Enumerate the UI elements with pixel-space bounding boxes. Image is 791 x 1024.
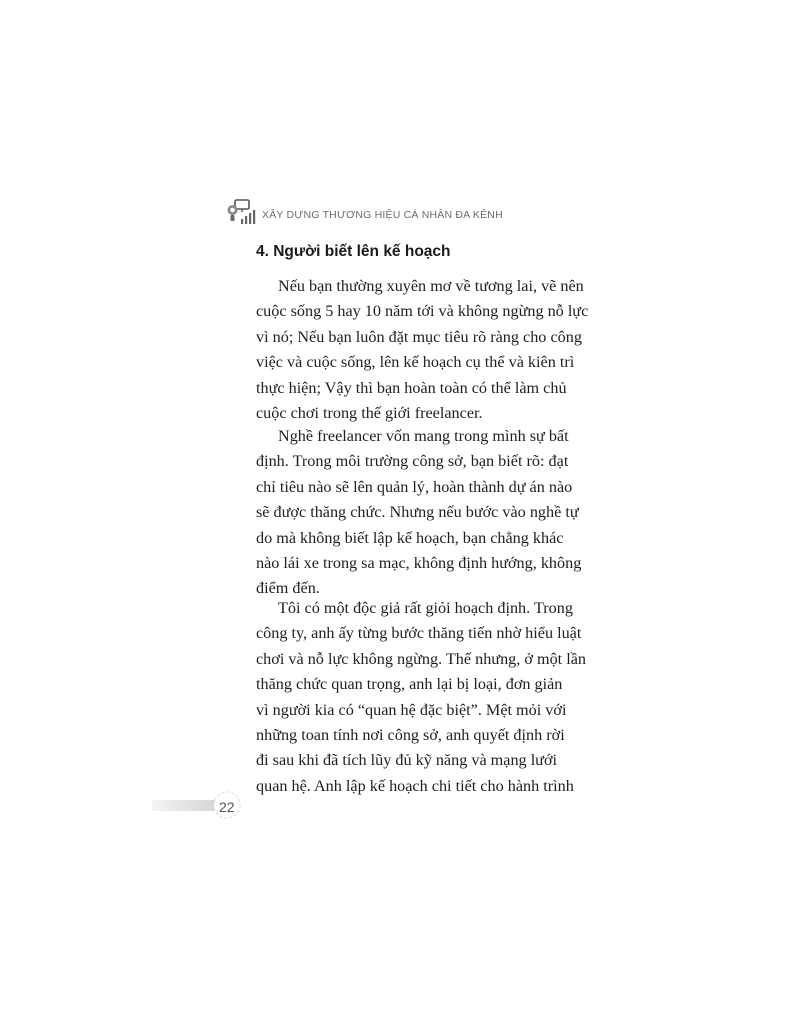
paragraph-line: Nghề freelancer vốn mang trong mình sự bất [278,427,569,445]
paragraph-line: quan hệ. Anh lập kế hoạch chi tiết cho hành trình [256,776,574,795]
paragraph-line: định. Trong môi trường công sở, bạn biết rõ: đạt [256,452,569,471]
paragraph-line: chơi và nỗ lực không ngừng. Thế nhưng, ở một lần [256,649,586,668]
page-number: 22 [219,799,235,815]
paragraph-line: vì người kia có “quan hệ đặc biệt”. Mệt mỏi với [256,700,567,719]
paragraph-line: những toan tính nơi công sở, anh quyết định rời [256,725,565,744]
paragraph-line: Nếu bạn thường xuyên mơ về tương lai, vẽ nên [278,277,584,295]
paragraph-line: cuộc chơi trong thế giới freelancer. [256,403,483,422]
paragraph-line: thăng chức quan trọng, anh lại bị loại, đơn giản [256,675,563,694]
paragraph-line: nào lái xe trong sa mạc, không định hướng, không [256,553,582,572]
paragraph-line: chỉ tiêu nào sẽ lên quản lý, hoàn thành dự án nào [256,477,573,496]
presentation-chart-icon [226,198,256,226]
paragraph-line: cuộc sống 5 hay 10 năm tới và không ngừng nỗ lực [256,302,589,321]
paragraph-line: sẽ được thăng chức. Nhưng nếu bước vào nghề tự [256,503,579,522]
paragraph-line: việc và cuộc sống, lên kế hoạch cụ thể và kiên trì [256,353,575,372]
running-header-title: XÂY DỰNG THƯƠNG HIỆU CÁ NHÂN ĐA KÊNH [262,209,503,221]
paragraph-line: điểm đến. [256,579,320,598]
paragraph-line: Tôi có một độc giả rất giỏi hoạch định. Trong [278,599,573,617]
paragraph-2 [256,424,582,602]
section-heading: 4. Người biết lên kế hoạch [256,243,451,260]
paragraph-line: thực hiện; Vậy thì bạn hoàn toàn có thể làm chủ [256,378,567,397]
paragraph-line: do mà không biết lập kế hoạch, bạn chẳng khác [256,528,564,547]
paragraph-line: vì nó; Nếu bạn luôn đặt mục tiêu rõ ràng cho công [256,327,582,346]
paragraph-1 [256,274,589,426]
paragraph-3 [256,596,586,799]
paragraph-line: công ty, anh ấy từng bước thăng tiến nhờ hiểu luật [256,624,582,643]
paragraph-line: đi sau khi đã tích lũy đủ kỹ năng và mạng lưới [256,751,558,770]
